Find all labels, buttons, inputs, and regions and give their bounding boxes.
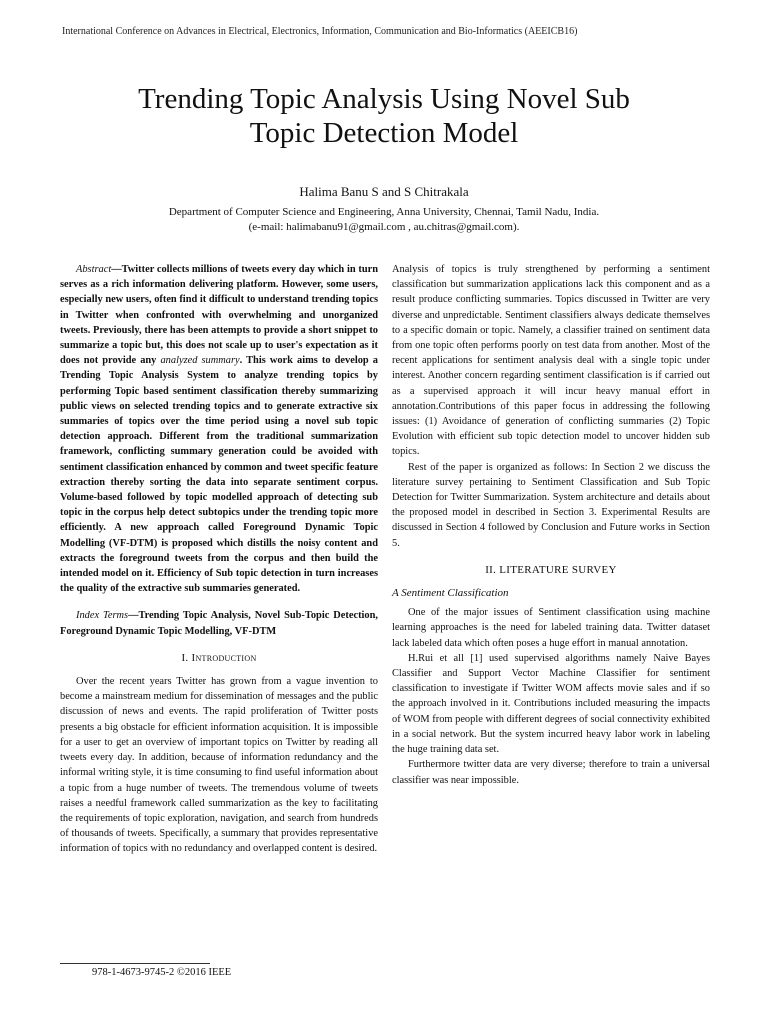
conference-header: International Conference on Advances in Electrical, Electronics, Information, Communication and Bio-Informatics (AEEICB16) [62, 26, 578, 37]
left-column [60, 262, 378, 857]
affiliation: Department of Computer Science and Engineering, Anna University, Chennai, Tamil Nadu, India. [168, 206, 600, 218]
literature-paragraph-1: One of the major issues of Sentiment classification using machine learning approaches is the need for labeled training data. Twitter dataset lack labeled data which often poses a huge effort in manual annotation. [392, 607, 710, 649]
subsection-a-heading: A Sentiment Classification [392, 587, 509, 600]
title-line-1: Trending Topic Analysis Using Novel Sub [138, 83, 630, 115]
abstract-text-italic: analyzed summary [160, 355, 240, 367]
index-terms-text: Trending Topic Analysis, Novel Sub-Topic Detection, Foreground Dynamic Topic Modelling, VF-DTM [60, 610, 379, 637]
abstract-text-1: Twitter collects millions of tweets every day which in turn serves as a rich information delivering platform. However, some users, especially new users, often find it difficult to understand trending topics in Twitter when confronted with overwhelming and unorganized tweets. Previously, there has been attempts to provide a short snippet to summarize a topic but, this does not scale up to user's expectation as it does not provide any [60, 264, 378, 367]
index-terms-dash: — [128, 610, 139, 622]
footer-rule [60, 963, 210, 964]
title-line-2: Topic Detection Model [249, 117, 519, 149]
index-terms-label: Index Terms [76, 610, 129, 622]
paper-title [60, 82, 708, 150]
literature-paragraph-3: Furthermore twitter data are very diverse; therefore to train a universal classifier was near impossible. [392, 759, 710, 786]
index-terms [60, 608, 378, 638]
intro-paragraph-1: Over the recent years Twitter has grown from a vague invention to become a mainstream medium for dissemination of messages and the public discussion of news and events. The rapid proliferation of Twitter posts presents a big obstacle for efficient information acquisition. It is impossible for a user to get an overview of important topics on Twitter by reading all tweets every day. In addition, because of information redundancy and the informal writing style, it is time consuming to find useful information about a topic from a huge number of tweets. The tremendous volume of tweets raises a needful framework called summarization as the key to facilitating the requirements of topic exploration, navigation, and search from hundreds of thousands of tweets. Specifically, a summary that provides representative information of topics with no redundancy and overlapped content is desired. [60, 676, 378, 855]
affiliation-block [60, 205, 708, 235]
abstract-text-2: . This work aims to develop a Trending Topic Analysis System to analyze trending topics by performing Topic based sentiment classification thereby summarizing public views on selected trending topics and to generate extractive six summaries of topics over the time period using a novel sub topic detection approach. Different from the traditional summarization framework, conflicting summary generation could be avoided with sentiment classification enhanced by common and tweet specific feature extraction thereby sorting the data into separate sentiment corpus. Volume-based followed by topic modelled approach of detecting sub topic in the corpus help detect subtopics under the trending topic more efficiently. A new approach called Foreground Dynamic Topic Modelling (VF-DTM) is proposed which distills the noisy content and extracts the foreground tweets from the corpus and then build the intended model on it. Efficiency of Sub topic detection in turn increases the quality of the extractive sub summaries generated. [60, 355, 378, 595]
authors: Halima Banu S and S Chitrakala [299, 184, 469, 199]
literature-heading: II. LITERATURE SURVEY [485, 563, 617, 576]
intro-heading: I. Introduction [181, 651, 257, 664]
footer-isbn: 978-1-4673-9745-2 ©2016 IEEE [92, 967, 232, 978]
right-paragraph-2: Rest of the paper is organized as follows: In Section 2 we discuss the literature survey pertaining to Sentiment Classification and Sub Topic Detection for Twitter Summarization. System architecture and details about the proposed model in described in Section 3. Experimental Results are discussed in Section 4 followed by Conclusion and Future works in Section 5. [392, 461, 710, 549]
abstract-label: Abstract [76, 264, 112, 275]
literature-paragraph-2: H.Rui et all [1] used supervised algorithms namely Naive Bayes Classifier and Support Vector Machine Classifier for sentiment classification to investigate if Twitter WOM affects movie sales and if so the approach involved in it. Contributions included measuring the impacts of WOM from people with different degrees of social connectivity exhibited in a social network. But the system incurred heavy labor work in labeling the huge training data set. [392, 652, 710, 756]
email: (e-mail: halimabanu91@gmail.com , au.chitras@gmail.com). [248, 221, 520, 233]
right-paragraph-1: Analysis of topics is truly strengthened by performing a sentiment classification but summarization applications lack this component and as a result produce conflicting summaries. Topics discussed in Twitter are very diverse and unpredictable. Sentiment classifiers always dedicate themselves to a specific domain or topic. Namely, a classifier trained on sentiment data from one topic often performs poorly on test data from another. Most of the recent applications for sentiment analysis deal with a single topic under interest. Another concern regarding sentiment classification is if carried out as a supervised approach it will incur heavy manual effort in annotation.Contributions of this paper focus in addressing the following issues: (1) Avoidance of generation of conflicting summaries (2) Topic Evolution with efficient sub topic detection model to uncover hidden sub topics. [392, 264, 710, 458]
right-column [392, 262, 710, 788]
abstract-dash: — [111, 264, 122, 275]
abstract [60, 262, 378, 596]
